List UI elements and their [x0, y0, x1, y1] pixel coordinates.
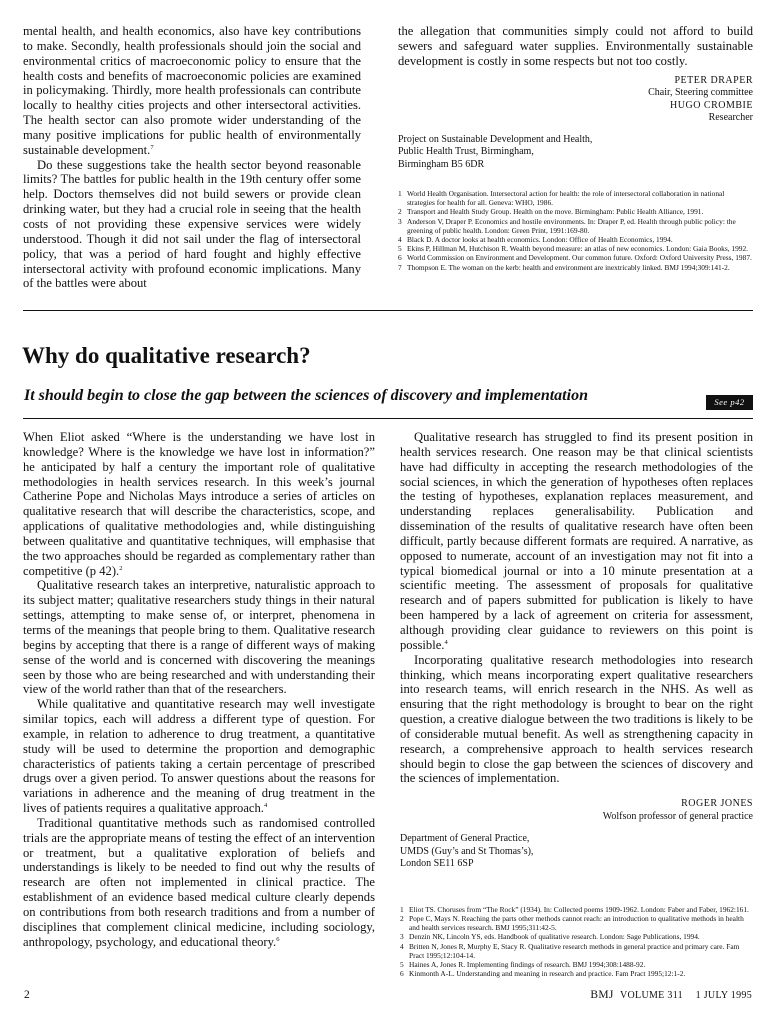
top-right-column [398, 24, 753, 272]
body-paragraph [23, 430, 375, 578]
reference-number: 3 [398, 216, 402, 226]
article-subtitle: It should begin to close the gap between the sciences of discovery and implementation [24, 387, 588, 404]
body-paragraph [23, 697, 375, 816]
top-right-paragraph: the allegation that communities simply could not afford to build sewers and safeguard water supplies. Environmentally sustainable development is costly in some respects but not too costly. [398, 24, 753, 68]
top-address [398, 134, 753, 172]
article-address [400, 833, 753, 871]
top-signatures [398, 75, 753, 125]
paragraph-text: Qualitative research has struggled to find its present position in health services research. One reason may be that clinical scientists have had difficulty in accepting the research methodologies of the social sciences, in which the generation of hypotheses often replaces the testing of hypotheses, explanation replaces measurement, and understanding replaces generalisability. Publication and dissemination of the results of qualitative research have often been difficult, partly because different formats are required. A narrative, as opposed to numerate, account of an investigation may not fit into a typical biomedical journal or into a 10 minute presentation at a scientific meeting. The assessment of proposals for qualitative research and of papers submitted for publication is likely to have been hampered by a lack of agreement on criteria for assessment, although providing clear guidance to reviewers on this point is possible. [400, 430, 753, 652]
citation-marker: 2 [119, 564, 123, 572]
paragraph-text: When Eliot asked “Where is the understanding we have lost in knowledge? Where is the knowledge we have lost in information?” he anticipated by half a century the important role of qualitative methodologies in health services research. In this week’s journal Catherine Pope and Nicholas Mays introduce a series of articles on qualitative research that will describe the characteristics, scope, and applications of qualitative methodologies and, while distinguishing between qualitative and quantitative techniques, will emphasise that the two approaches should be regarded as complementary rather than competitive (p 42). [23, 430, 375, 578]
paragraph-text: Traditional quantitative methods such as randomised controlled trials are the appropriate means of testing the effect of an intervention or treatment, but a qualitative exploration of beliefs and understandings is likely to be needed to find out why the results of research are often not implemented in clinical practice. The establishment of an evidence based medical culture clearly depends on contributions from both research traditions and from a number of disciplines that complement clinical medicine, including sociology, anthropology, psychology, and educational theory. [23, 815, 375, 949]
reference-text: Thompson E. The woman on the kerb: health and environment are inextricably linked. BMJ 1994;309:141-2. [407, 262, 730, 272]
article-right-paragraphs [400, 430, 753, 786]
signature-role: Chair, Steering committee [648, 87, 753, 99]
address-line: London SE11 6SP [400, 858, 474, 870]
journal-footer [590, 988, 752, 1003]
reference-number: 7 [398, 262, 402, 272]
reference-text: Transport and Health Study Group. Health on the move. Birmingham: Public Health Alliance, 1991. [407, 207, 704, 217]
top-left-column [23, 24, 361, 291]
reference-text: Eliot TS. Choruses from “The Rock” (1934). In: Collected poems 1909-1962. London: Faber and Faber, 1962:161. [409, 904, 749, 914]
volume-label: VOLUME 311 [620, 990, 683, 1001]
reference-item [398, 253, 753, 262]
address-line: Department of General Practice, [400, 833, 530, 845]
journal-name: BMJ [590, 989, 614, 1001]
paragraph-text: Do these suggestions take the health sector beyond reasonable limits? The battles for public health in the 19th century offer some help. Doctors themselves did not build sewers or provide clean drinking water, but they had a crucial role in seeing that the health costs of not providing these expensive services were widely understood. Though it did not sail under the flag of intersectoral policy, that was a period of hard fought and highly effective intersectoral activity with profound economic implications. Many of the battles were about [23, 157, 361, 291]
reference-number: 4 [398, 235, 402, 245]
body-paragraph [23, 578, 375, 697]
reference-number: 6 [398, 253, 402, 263]
body-paragraph [400, 653, 753, 787]
article-right-column [400, 430, 753, 978]
reference-item [398, 235, 753, 244]
reference-item [400, 942, 753, 960]
signature-role: Wolfson professor of general practice [602, 810, 753, 822]
reference-number: 1 [400, 904, 404, 914]
reference-item [400, 932, 753, 941]
reference-number: 4 [400, 941, 404, 951]
reference-number: 5 [400, 959, 404, 969]
issue-date: 1 JULY 1995 [695, 990, 752, 1001]
reference-item [398, 263, 753, 272]
body-paragraph [23, 816, 375, 950]
reference-item [400, 905, 753, 914]
address-line: Public Health Trust, Birmingham, [398, 146, 534, 158]
paragraph-text: Qualitative research takes an interpretive, naturalistic approach to its subject matter; qualitative researchers study things in their natural settings, attempting to make sense of, or interpret, phenomena in terms of the meanings that people bring to them. Qualitative research begins by accepting that there is a range of different ways of making sense of the world and is concerned with discovering the meanings seen by those who are being researched and with understanding their view of the world rather than that of the researchers. [23, 578, 375, 697]
reference-text: World Commission on Environment and Development. Our common future. Oxford: Oxford University Press, 1987. [407, 253, 752, 263]
reference-number: 6 [400, 969, 404, 979]
citation-marker: 6 [276, 935, 280, 943]
article-left-column [23, 430, 375, 950]
signature-name: PETER DRAPER [674, 74, 753, 86]
reference-number: 2 [398, 207, 402, 217]
reference-number: 2 [400, 913, 404, 923]
top-references [398, 189, 753, 272]
reference-text: Denzin NK, Lincoln YS, eds. Handbook of qualitative research. London: Sage Publications, 1994. [409, 932, 700, 942]
subtitle-divider [23, 418, 753, 419]
reference-item [398, 207, 753, 216]
reference-text: Pope C, Mays N. Reaching the parts other methods cannot reach: an introduction to qualitative methods in health and health services research. BMJ 1995;311:42-5. [409, 913, 744, 933]
reference-item [400, 960, 753, 969]
body-paragraph [23, 24, 361, 158]
reference-text: Black D. A doctor looks at health economics. London: Office of Health Economics, 1994. [407, 235, 673, 245]
paragraph-text: mental health, and health economics, also have key contributions to make. Secondly, health professionals should join the social and environmental critics of macroeconomic policy to ensure that the health costs and benefits of macroeconomic policies are examined in policymaking. Thirdly, more health professionals can contribute locally to healthy cities projects and other intersectoral activities. The health sector can also promote wider understanding of the many positive implications for public health of environmentally sustainable development. [23, 24, 361, 157]
paragraph-text: While qualitative and quantitative research may well investigate similar topics, each will address a different type of question. For example, in relation to adherence to drug treatment, a quantitative study will be used to determine the proportion and demographic characteristics of patients taking a certain percentage of prescribed drugs over a given period. To answer questions about the reasons for variations in adherence and the meaning of drug treatment in the lives of patients requires a qualitative approach. [23, 697, 375, 816]
reference-item [400, 914, 753, 932]
reference-number: 1 [398, 189, 402, 199]
reference-text: Kinmonth A-L. Understanding and meaning in research and practice. Fam Pract 1995;12:1-2. [409, 969, 686, 979]
address-line: UMDS (Guy’s and St Thomas’s), [400, 845, 534, 857]
article-references [400, 905, 753, 979]
reference-text: Haines A, Jones R. Implementing findings of research. BMJ 1994;308:1488-92. [409, 959, 646, 969]
see-page-badge[interactable]: See p42 [706, 395, 753, 410]
citation-marker: 4 [444, 638, 448, 646]
reference-text: Britten N, Jones R, Murphy E, Stacy R. Qualitative research methods in general practice and primary care. Fam Pract 1995;12:104-14. [409, 941, 740, 960]
address-line: Project on Sustainable Development and Health, [398, 133, 593, 145]
reference-text: Ekins P, Hillman M, Hutchison R. Wealth beyond measure: an atlas of new economics. London: Gaia Books, 1992. [407, 244, 749, 254]
reference-number: 3 [400, 932, 404, 942]
address-line: Birmingham B5 6DR [398, 158, 485, 170]
article-signature [400, 798, 753, 823]
citation-marker: 7 [150, 143, 154, 151]
top-left-paragraphs [23, 24, 361, 291]
paragraph-text: Incorporating qualitative research methodologies into research thinking, which means incorporating expert qualitative researchers into research teams, will enrich research in the NHS. As well as ensuring that the right methodology is brought to bear on the right question, a creative dialogue between the two traditions is likely to be of considerable mutual benefit. As well as strengthening capacity in research, a comprehensive approach to health services research should begin to close the gap between the sciences of discovery and the sciences of implementation. [400, 652, 753, 786]
body-paragraph [23, 158, 361, 292]
reference-item [398, 244, 753, 253]
reference-text: World Health Organisation. Intersectoral action for health: the role of intersectoral collaboration in national strategies for health for all. Geneva: WHO, 1986. [407, 189, 725, 208]
page-number: 2 [24, 989, 30, 1001]
reference-item [398, 217, 753, 235]
section-divider [23, 310, 753, 311]
signature-role: Researcher [708, 112, 753, 124]
article-left-paragraphs [23, 430, 375, 950]
body-paragraph [400, 430, 753, 653]
reference-number: 5 [398, 244, 402, 254]
reference-item [398, 189, 753, 207]
signature-name: ROGER JONES [681, 798, 753, 810]
reference-text: Anderson V, Draper P. Economics and hostile environments. In: Draper P, ed. Health through public policy: the greening of public health. London: Green Print, 1991:169-80. [407, 216, 736, 235]
reference-item [400, 969, 753, 978]
signature-name: HUGO CROMBIE [670, 99, 753, 111]
article-title: Why do qualitative research? [22, 343, 311, 368]
citation-marker: 4 [263, 801, 268, 809]
